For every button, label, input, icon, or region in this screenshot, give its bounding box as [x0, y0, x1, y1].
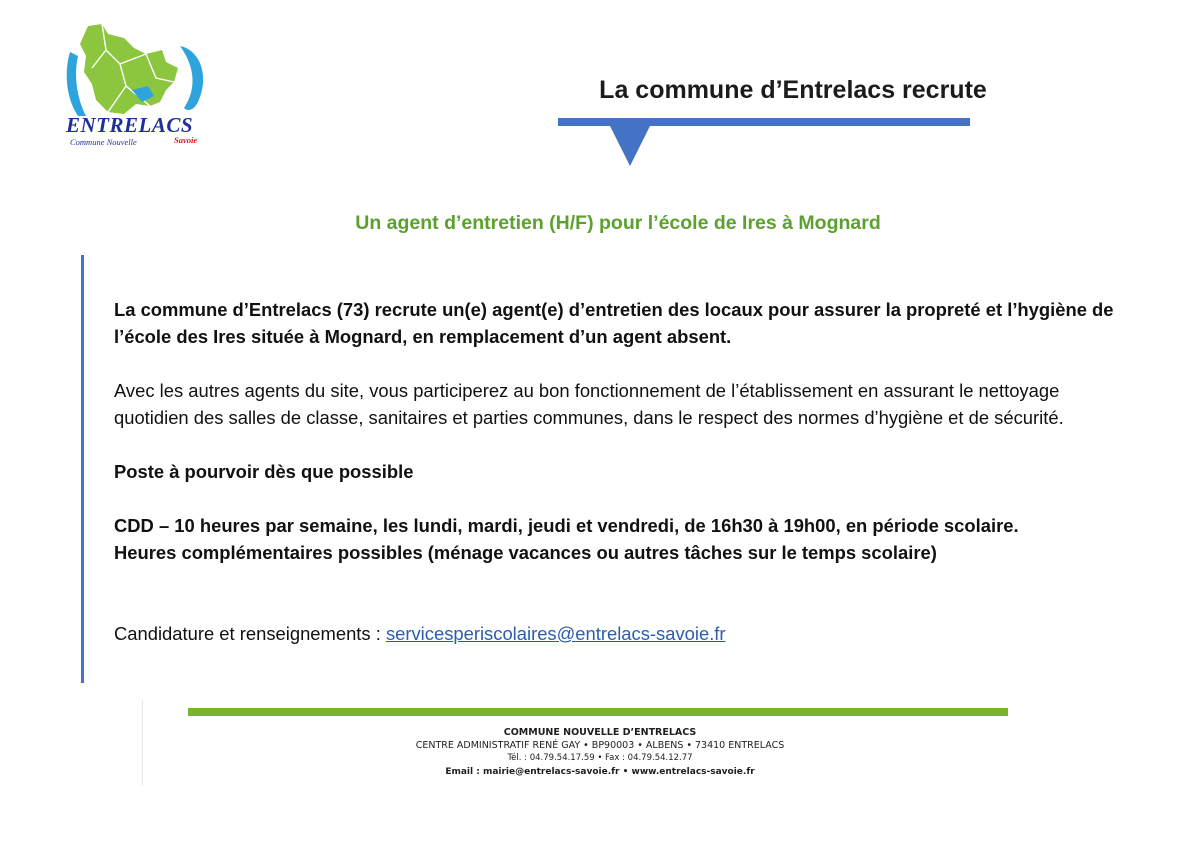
- availability-paragraph: Poste à pourvoir dès que possible: [114, 461, 414, 482]
- footer-phone-line: Tél. : 04.79.54.17.59 • Fax : 04.79.54.12.77: [507, 753, 693, 763]
- job-title: Un agent d’entretien (H/F) pour l’école de Ires à Mognard: [355, 212, 881, 234]
- footer-email-line: Email : mairie@entrelacs-savoie.fr • www.entrelacs-savoie.fr: [445, 767, 755, 777]
- footer-address-line: CENTRE ADMINISTRATIF RENÉ GAY • BP90003 • ALBENS • 73410 ENTRELACS: [415, 740, 785, 751]
- contract-line: CDD – 10 heures par semaine, les lundi, mardi, jeudi et vendredi, de 16h30 à 19h00, en période scolaire.: [114, 515, 1019, 536]
- footer-address: [300, 726, 900, 779]
- contact-label: Candidature et renseignements :: [114, 623, 386, 644]
- title-underline-arrow: [556, 116, 972, 170]
- logo-tagline-savoie: Savoie: [174, 135, 198, 145]
- left-accent-rule: [81, 255, 84, 683]
- extra-hours-line: Heures complémentaires possibles (ménage vacances ou autres tâches sur le temps scolaire): [114, 542, 937, 563]
- logo-brand-text: ENTRELACS: [66, 113, 194, 137]
- footer-edge-line: [142, 700, 143, 786]
- contract-paragraph: [114, 512, 1114, 566]
- footer-org-name: COMMUNE NOUVELLE D’ENTRELACS: [503, 727, 697, 738]
- entrelacs-logo: [62, 20, 218, 150]
- missions-paragraph: Avec les autres agents du site, vous participerez au bon fonctionnement de l’établissement en assurant le nettoyage quotidien des salles de classe, sanitaires et parties communes, dans le respect des normes d’hygiène et de sécurité.: [114, 380, 1064, 428]
- contact-email-link[interactable]: servicesperiscolaires@entrelacs-savoie.fr: [385, 623, 726, 644]
- logo-tagline-commune: Commune Nouvelle: [70, 137, 137, 147]
- commune-map-icon: [62, 20, 218, 116]
- contact-paragraph: [114, 620, 1114, 647]
- intro-paragraph: La commune d’Entrelacs (73) recrute un(e) agent(e) d’entretien des locaux pour assurer la propreté et l’hygiène de l’école des Ires située à Mognard, en remplacement d’un agent absent.: [114, 299, 1114, 347]
- job-description: [114, 296, 1114, 647]
- page-title: La commune d’Entrelacs recrute: [599, 76, 987, 104]
- footer-green-rule: [188, 708, 1008, 716]
